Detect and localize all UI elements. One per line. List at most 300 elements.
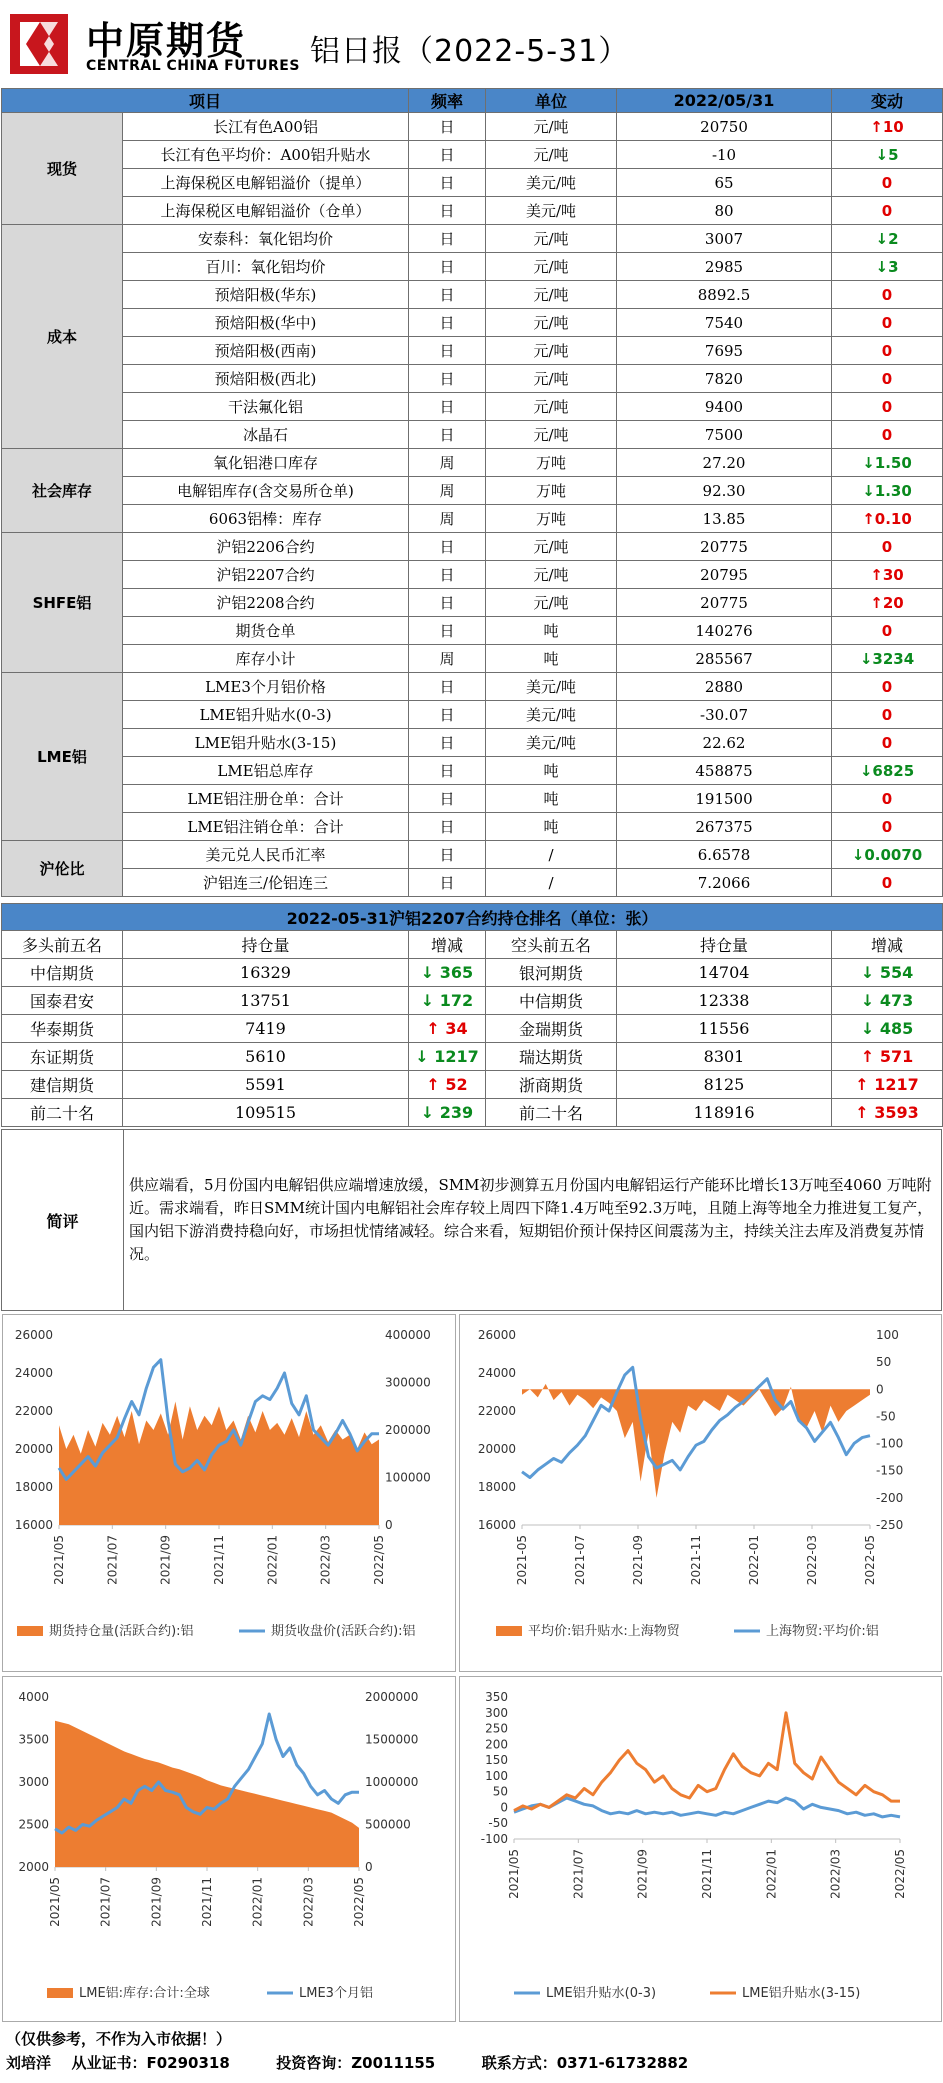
unit-cell: 万吨 bbox=[486, 505, 617, 533]
table-row bbox=[2, 785, 943, 813]
ranking-change-cell bbox=[409, 987, 486, 1015]
x-axis-tick-label: 2022/03 bbox=[318, 1535, 333, 1585]
ranking-change-value: 485 bbox=[879, 1019, 914, 1038]
right-axis-tick-label: 0 bbox=[876, 1382, 884, 1397]
x-axis-tick-label: 2021/07 bbox=[571, 1849, 586, 1899]
short-broker: 前二十名 bbox=[486, 1099, 617, 1127]
value-cell: 7695 bbox=[617, 337, 832, 365]
right-axis-tick-label: 1500000 bbox=[365, 1732, 419, 1747]
ranking-row bbox=[2, 987, 943, 1015]
left-axis-tick-label: 300 bbox=[485, 1705, 508, 1720]
unit-cell: 美元/吨 bbox=[486, 673, 617, 701]
right-axis-tick-label: 1000000 bbox=[365, 1775, 419, 1789]
unit-cell: 元/吨 bbox=[486, 421, 617, 449]
col-header-change: 变动 bbox=[832, 89, 943, 113]
unit-cell: 万吨 bbox=[486, 477, 617, 505]
short-broker: 银河期货 bbox=[486, 959, 617, 987]
long-broker: 国泰君安 bbox=[2, 987, 123, 1015]
ranking-change-value: 1217 bbox=[434, 1047, 479, 1066]
category-cell: 社会库存 bbox=[2, 449, 123, 533]
table-row bbox=[2, 617, 943, 645]
value-cell: 2880 bbox=[617, 673, 832, 701]
ranking-change-value: 34 bbox=[445, 1019, 468, 1038]
change-value: 0 bbox=[881, 677, 893, 696]
left-axis-tick-label: 200 bbox=[485, 1737, 508, 1752]
arrow-down-icon: ↓ bbox=[862, 453, 875, 472]
right-axis-tick-label: 2000000 bbox=[365, 1690, 419, 1704]
arrow-down-icon: ↓ bbox=[859, 649, 873, 668]
unit-cell: 元/吨 bbox=[486, 561, 617, 589]
change-cell bbox=[832, 561, 943, 589]
freq-cell: 日 bbox=[409, 309, 486, 337]
chart-futures-position-price bbox=[2, 1314, 456, 1672]
change-value: 30 bbox=[882, 565, 904, 584]
item-cell: 长江有色A00铝 bbox=[123, 113, 409, 141]
change-value: 0 bbox=[881, 817, 893, 836]
freq-cell: 周 bbox=[409, 477, 486, 505]
legend-label: LME铝升贴水(0-3) bbox=[546, 1986, 657, 2001]
x-axis-tick-label: 2021/05 bbox=[48, 1877, 62, 1927]
right-axis-tick-label: -250 bbox=[876, 1518, 904, 1532]
change-cell bbox=[832, 225, 943, 253]
x-axis-tick-label: 2022/01 bbox=[764, 1849, 779, 1899]
chart-lme-inventory-price bbox=[2, 1676, 456, 2022]
change-value: 0 bbox=[881, 621, 893, 640]
long-position: 5610 bbox=[123, 1043, 409, 1071]
left-axis-tick-label: 350 bbox=[485, 1690, 508, 1704]
analyst-name: 刘培洋 bbox=[6, 2054, 52, 2072]
left-axis-tick-label: 18000 bbox=[477, 1480, 516, 1494]
unit-cell: 美元/吨 bbox=[486, 701, 617, 729]
item-cell: LME铝总库存 bbox=[123, 757, 409, 785]
change-value: 0 bbox=[881, 733, 893, 752]
short-position: 12338 bbox=[617, 987, 832, 1015]
left-axis-tick-label: 24000 bbox=[14, 1366, 53, 1380]
unit-cell: / bbox=[486, 841, 617, 869]
unit-cell: 元/吨 bbox=[486, 253, 617, 281]
category-cell: 成本 bbox=[2, 225, 123, 449]
change-cell bbox=[832, 785, 943, 813]
short-broker: 瑞达期货 bbox=[486, 1043, 617, 1071]
unit-cell: 美元/吨 bbox=[486, 197, 617, 225]
legend-swatch-0 bbox=[47, 1988, 73, 1998]
ranking-change-cell bbox=[832, 1071, 943, 1099]
item-cell: 预焙阳极(华中) bbox=[123, 309, 409, 337]
ranking-change-value: 172 bbox=[439, 991, 474, 1010]
left-axis-tick-label: 3000 bbox=[18, 1775, 49, 1789]
area-series-0 bbox=[55, 1721, 359, 1867]
line-series-1 bbox=[514, 1713, 900, 1811]
table-row bbox=[2, 393, 943, 421]
unit-cell: 元/吨 bbox=[486, 309, 617, 337]
left-axis-tick-label: 20000 bbox=[14, 1442, 53, 1456]
table-row bbox=[2, 337, 943, 365]
x-axis-tick-label: 2021/09 bbox=[158, 1535, 173, 1585]
freq-cell: 日 bbox=[409, 421, 486, 449]
change-value: 0 bbox=[881, 705, 893, 724]
right-axis-tick-label: 100000 bbox=[385, 1470, 431, 1485]
ranking-change-value: 571 bbox=[879, 1047, 914, 1066]
freq-cell: 日 bbox=[409, 393, 486, 421]
freq-cell: 日 bbox=[409, 337, 486, 365]
ranking-header-cell: 持仓量 bbox=[617, 931, 832, 959]
table-row bbox=[2, 281, 943, 309]
x-axis-tick-label: 2021/05 bbox=[52, 1535, 66, 1585]
logo-chinese-text: 中原期货 bbox=[86, 18, 247, 63]
change-value: 0 bbox=[881, 173, 893, 192]
unit-cell: 美元/吨 bbox=[486, 169, 617, 197]
x-axis-tick-label: 2022/01 bbox=[265, 1535, 280, 1585]
arrow-up-icon: ↑ bbox=[855, 1103, 869, 1122]
change-cell bbox=[832, 281, 943, 309]
freq-cell: 日 bbox=[409, 113, 486, 141]
ranking-change-cell bbox=[409, 1043, 486, 1071]
left-axis-tick-label: 2500 bbox=[18, 1817, 49, 1832]
item-cell: 库存小计 bbox=[123, 645, 409, 673]
right-axis-tick-label: 500000 bbox=[365, 1817, 411, 1832]
change-cell bbox=[832, 813, 943, 841]
report-header bbox=[0, 0, 943, 88]
item-cell: 安泰科：氧化铝均价 bbox=[123, 225, 409, 253]
unit-cell: 吨 bbox=[486, 785, 617, 813]
arrow-up-icon: ↑ bbox=[855, 1075, 869, 1094]
freq-cell: 周 bbox=[409, 505, 486, 533]
change-value: 10 bbox=[882, 117, 904, 136]
ranking-change-cell bbox=[832, 1099, 943, 1127]
value-cell: -10 bbox=[617, 141, 832, 169]
ranking-header-cell: 空头前五名 bbox=[486, 931, 617, 959]
arrow-down-icon: ↓ bbox=[420, 963, 435, 982]
item-cell: 上海保税区电解铝溢价（仓单） bbox=[123, 197, 409, 225]
freq-cell: 日 bbox=[409, 617, 486, 645]
ranking-title: 2022-05-31沪铝2207合约持仓排名（单位：张） bbox=[2, 904, 943, 931]
item-cell: 预焙阳极(华东) bbox=[123, 281, 409, 309]
ranking-change-value: 52 bbox=[445, 1075, 468, 1094]
change-value: 3 bbox=[888, 257, 899, 276]
x-axis-tick-label: 2021/07 bbox=[105, 1535, 120, 1585]
table-row bbox=[2, 141, 943, 169]
right-axis-tick-label: -200 bbox=[876, 1490, 904, 1505]
arrow-down-icon: ↓ bbox=[875, 257, 889, 276]
left-axis-tick-label: 18000 bbox=[14, 1480, 53, 1494]
consult-number: Z0011155 bbox=[351, 2054, 436, 2072]
change-value: 0 bbox=[881, 313, 893, 332]
value-cell: 13.85 bbox=[617, 505, 832, 533]
change-cell bbox=[832, 477, 943, 505]
change-cell bbox=[832, 141, 943, 169]
cert-number: F0290318 bbox=[146, 2054, 230, 2072]
short-position: 11556 bbox=[617, 1015, 832, 1043]
col-header-unit: 单位 bbox=[486, 89, 617, 113]
item-cell: 上海保税区电解铝溢价（提单） bbox=[123, 169, 409, 197]
ranking-header-row bbox=[2, 931, 943, 959]
item-cell: 百川：氧化铝均价 bbox=[123, 253, 409, 281]
table-row bbox=[2, 477, 943, 505]
legend-label: LME铝升贴水(3-15) bbox=[742, 1986, 861, 2001]
left-axis-tick-label: 0 bbox=[500, 1800, 508, 1815]
category-cell: 沪伦比 bbox=[2, 841, 123, 897]
table-row bbox=[2, 561, 943, 589]
change-value: 0 bbox=[881, 789, 893, 808]
arrow-down-icon: ↓ bbox=[415, 1047, 429, 1066]
ranking-row bbox=[2, 1071, 943, 1099]
value-cell: 7500 bbox=[617, 421, 832, 449]
line-series-0 bbox=[514, 1798, 900, 1817]
value-cell: 3007 bbox=[617, 225, 832, 253]
value-cell: 22.62 bbox=[617, 729, 832, 757]
report-title: 铝日报（2022-5-31） bbox=[310, 34, 630, 69]
left-axis-tick-label: 4000 bbox=[18, 1690, 49, 1704]
left-axis-tick-label: 26000 bbox=[477, 1328, 516, 1342]
left-axis-tick-label: 50 bbox=[492, 1784, 508, 1799]
left-axis-tick-label: 3500 bbox=[18, 1732, 49, 1747]
arrow-up-icon: ↑ bbox=[426, 1075, 440, 1094]
chart-shanghai-spot-premium bbox=[459, 1314, 942, 1672]
table-row bbox=[2, 701, 943, 729]
table-row bbox=[2, 253, 943, 281]
col-header-freq: 频率 bbox=[409, 89, 486, 113]
arrow-up-icon: ↑ bbox=[870, 117, 883, 136]
item-cell: 氧化铝港口库存 bbox=[123, 449, 409, 477]
left-axis-tick-label: 2000 bbox=[18, 1860, 49, 1874]
item-cell: 预焙阳极(西南) bbox=[123, 337, 409, 365]
unit-cell: 元/吨 bbox=[486, 589, 617, 617]
arrow-down-icon: ↓ bbox=[862, 481, 875, 500]
freq-cell: 日 bbox=[409, 533, 486, 561]
freq-cell: 日 bbox=[409, 729, 486, 757]
value-cell: 7540 bbox=[617, 309, 832, 337]
freq-cell: 日 bbox=[409, 785, 486, 813]
table-row bbox=[2, 869, 943, 897]
unit-cell: 吨 bbox=[486, 813, 617, 841]
x-axis-tick-label: 2021/09 bbox=[149, 1877, 164, 1927]
change-value: 5 bbox=[888, 145, 899, 164]
change-value: 6825 bbox=[872, 761, 915, 780]
unit-cell: 元/吨 bbox=[486, 337, 617, 365]
item-cell: LME铝注销仓单：合计 bbox=[123, 813, 409, 841]
item-cell: 干法氟化铝 bbox=[123, 393, 409, 421]
value-cell: 65 bbox=[617, 169, 832, 197]
item-cell: LME铝升贴水(3-15) bbox=[123, 729, 409, 757]
value-cell: 20775 bbox=[617, 589, 832, 617]
change-cell bbox=[832, 533, 943, 561]
legend-label: 上海物贸:平均价:铝 bbox=[766, 1624, 879, 1639]
change-cell bbox=[832, 309, 943, 337]
contact-label: 联系方式： bbox=[481, 2054, 557, 2072]
value-cell: 6.6578 bbox=[617, 841, 832, 869]
ranking-change-value: 239 bbox=[439, 1103, 474, 1122]
unit-cell: 吨 bbox=[486, 617, 617, 645]
arrow-down-icon: ↓ bbox=[860, 1019, 875, 1038]
value-cell: 8892.5 bbox=[617, 281, 832, 309]
x-axis-tick-label: 2021/11 bbox=[700, 1849, 714, 1899]
change-cell bbox=[832, 841, 943, 869]
long-broker: 建信期货 bbox=[2, 1071, 123, 1099]
change-value: 0 bbox=[881, 285, 893, 304]
arrow-down-icon: ↓ bbox=[875, 229, 889, 248]
value-cell: 20750 bbox=[617, 113, 832, 141]
change-value: 0 bbox=[881, 425, 893, 444]
x-axis-tick-label: 2022/05 bbox=[372, 1535, 386, 1585]
x-axis-tick-label: 2022-01 bbox=[747, 1535, 761, 1586]
x-axis-tick-label: 2021/11 bbox=[212, 1535, 226, 1585]
ranking-change-value: 554 bbox=[879, 963, 914, 982]
right-axis-tick-label: 50 bbox=[876, 1355, 892, 1370]
item-cell: LME铝升贴水(0-3) bbox=[123, 701, 409, 729]
category-cell: SHFE铝 bbox=[2, 533, 123, 673]
change-value: 1.30 bbox=[874, 481, 912, 500]
left-axis-tick-label: 16000 bbox=[477, 1518, 516, 1532]
legend-label: LME铝:库存:合计:全球 bbox=[79, 1986, 210, 2001]
freq-cell: 日 bbox=[409, 197, 486, 225]
table-row bbox=[2, 169, 943, 197]
x-axis-tick-label: 2022/01 bbox=[250, 1877, 265, 1927]
ranking-change-value: 365 bbox=[439, 963, 474, 982]
right-axis-tick-label: 300000 bbox=[385, 1375, 431, 1390]
unit-cell: 吨 bbox=[486, 757, 617, 785]
change-cell bbox=[832, 645, 943, 673]
change-cell bbox=[832, 113, 943, 141]
short-broker: 浙商期货 bbox=[486, 1071, 617, 1099]
change-cell bbox=[832, 617, 943, 645]
col-header-date: 2022/05/31 bbox=[617, 89, 832, 113]
left-axis-tick-label: 24000 bbox=[477, 1366, 516, 1380]
right-axis-tick-label: 200000 bbox=[385, 1423, 431, 1437]
company-logo-icon bbox=[10, 14, 68, 74]
change-value: 2 bbox=[888, 229, 899, 248]
long-position: 5591 bbox=[123, 1071, 409, 1099]
legend-label: LME3个月铝 bbox=[299, 1986, 373, 2001]
short-position: 118916 bbox=[617, 1099, 832, 1127]
left-axis-tick-label: 150 bbox=[485, 1753, 508, 1768]
left-axis-tick-label: 22000 bbox=[477, 1404, 516, 1418]
arrow-down-icon: ↓ bbox=[851, 845, 865, 864]
unit-cell: 美元/吨 bbox=[486, 729, 617, 757]
right-axis-tick-label: -100 bbox=[876, 1436, 904, 1451]
long-broker: 中信期货 bbox=[2, 959, 123, 987]
arrow-up-icon: ↑ bbox=[870, 593, 883, 612]
legend-swatch-0 bbox=[17, 1626, 43, 1636]
x-axis-tick-label: 2021/09 bbox=[635, 1849, 650, 1899]
table-row bbox=[2, 645, 943, 673]
short-position: 14704 bbox=[617, 959, 832, 987]
change-cell bbox=[832, 673, 943, 701]
unit-cell: 元/吨 bbox=[486, 113, 617, 141]
right-axis-tick-label: 400000 bbox=[385, 1328, 431, 1342]
change-value: 0 bbox=[881, 369, 893, 388]
short-position: 8301 bbox=[617, 1043, 832, 1071]
freq-cell: 日 bbox=[409, 281, 486, 309]
ranking-change-cell bbox=[409, 1071, 486, 1099]
area-series-0 bbox=[59, 1402, 379, 1526]
value-cell: -30.07 bbox=[617, 701, 832, 729]
value-cell: 7820 bbox=[617, 365, 832, 393]
value-cell: 92.30 bbox=[617, 477, 832, 505]
freq-cell: 日 bbox=[409, 869, 486, 897]
unit-cell: 元/吨 bbox=[486, 141, 617, 169]
item-cell: 冰晶石 bbox=[123, 421, 409, 449]
freq-cell: 日 bbox=[409, 225, 486, 253]
table-row bbox=[2, 365, 943, 393]
ranking-header-cell: 增减 bbox=[409, 931, 486, 959]
ranking-change-cell bbox=[409, 1015, 486, 1043]
contact-phone: 0371-61732882 bbox=[556, 2054, 689, 2072]
ranking-row bbox=[2, 1043, 943, 1071]
table-row bbox=[2, 197, 943, 225]
freq-cell: 日 bbox=[409, 673, 486, 701]
long-broker: 华泰期货 bbox=[2, 1015, 123, 1043]
unit-cell: / bbox=[486, 869, 617, 897]
left-axis-tick-label: 16000 bbox=[14, 1518, 53, 1532]
chart-lme-spreads bbox=[459, 1676, 942, 2022]
change-cell bbox=[832, 449, 943, 477]
arrow-down-icon: ↓ bbox=[420, 1103, 435, 1122]
value-cell: 267375 bbox=[617, 813, 832, 841]
unit-cell: 元/吨 bbox=[486, 365, 617, 393]
cert-label: 从业证书： bbox=[71, 2054, 147, 2072]
change-value: 0.0070 bbox=[864, 845, 923, 864]
item-cell: 美元兑人民币汇率 bbox=[123, 841, 409, 869]
table-row bbox=[2, 589, 943, 617]
x-axis-tick-label: 2022/05 bbox=[352, 1877, 366, 1927]
position-ranking-table bbox=[1, 903, 943, 1127]
commentary-section bbox=[1, 1129, 942, 1311]
ranking-header-cell: 增减 bbox=[832, 931, 943, 959]
freq-cell: 日 bbox=[409, 365, 486, 393]
table-row bbox=[2, 673, 943, 701]
change-cell bbox=[832, 505, 943, 533]
value-cell: 9400 bbox=[617, 393, 832, 421]
unit-cell: 元/吨 bbox=[486, 393, 617, 421]
change-cell bbox=[832, 365, 943, 393]
x-axis-tick-label: 2022-05 bbox=[863, 1535, 877, 1586]
left-axis-tick-label: 20000 bbox=[477, 1442, 516, 1456]
right-axis-tick-label: 100 bbox=[876, 1328, 899, 1342]
value-cell: 27.20 bbox=[617, 449, 832, 477]
legend-label: 平均价:铝升贴水:上海物贸 bbox=[528, 1624, 680, 1639]
table-row bbox=[2, 309, 943, 337]
left-axis-tick-label: -100 bbox=[480, 1832, 508, 1846]
ranking-row bbox=[2, 959, 943, 987]
long-broker: 前二十名 bbox=[2, 1099, 123, 1127]
long-position: 7419 bbox=[123, 1015, 409, 1043]
unit-cell: 万吨 bbox=[486, 449, 617, 477]
item-cell: 沪铝连三/伦铝连三 bbox=[123, 869, 409, 897]
col-header-item: 项目 bbox=[2, 89, 409, 113]
change-cell bbox=[832, 197, 943, 225]
item-cell: 长江有色平均价：A00铝升贴水 bbox=[123, 141, 409, 169]
x-axis-tick-label: 2022/03 bbox=[301, 1877, 316, 1927]
commentary-label: 简评 bbox=[2, 1130, 124, 1310]
unit-cell: 元/吨 bbox=[486, 281, 617, 309]
arrow-down-icon: ↓ bbox=[859, 761, 873, 780]
ranking-change-cell bbox=[409, 959, 486, 987]
arrow-down-icon: ↓ bbox=[420, 991, 435, 1010]
right-axis-tick-label: -150 bbox=[876, 1463, 904, 1478]
change-cell bbox=[832, 393, 943, 421]
unit-cell: 元/吨 bbox=[486, 225, 617, 253]
x-axis-tick-label: 2022/03 bbox=[828, 1849, 843, 1899]
arrow-down-icon: ↓ bbox=[860, 963, 875, 982]
item-cell: 预焙阳极(西北) bbox=[123, 365, 409, 393]
change-value: 0.10 bbox=[874, 509, 912, 528]
change-value: 0 bbox=[881, 341, 893, 360]
freq-cell: 日 bbox=[409, 701, 486, 729]
long-broker: 东证期货 bbox=[2, 1043, 123, 1071]
change-value: 0 bbox=[881, 873, 893, 892]
right-axis-tick-label: 0 bbox=[385, 1518, 393, 1532]
legend-swatch-0 bbox=[496, 1626, 522, 1636]
